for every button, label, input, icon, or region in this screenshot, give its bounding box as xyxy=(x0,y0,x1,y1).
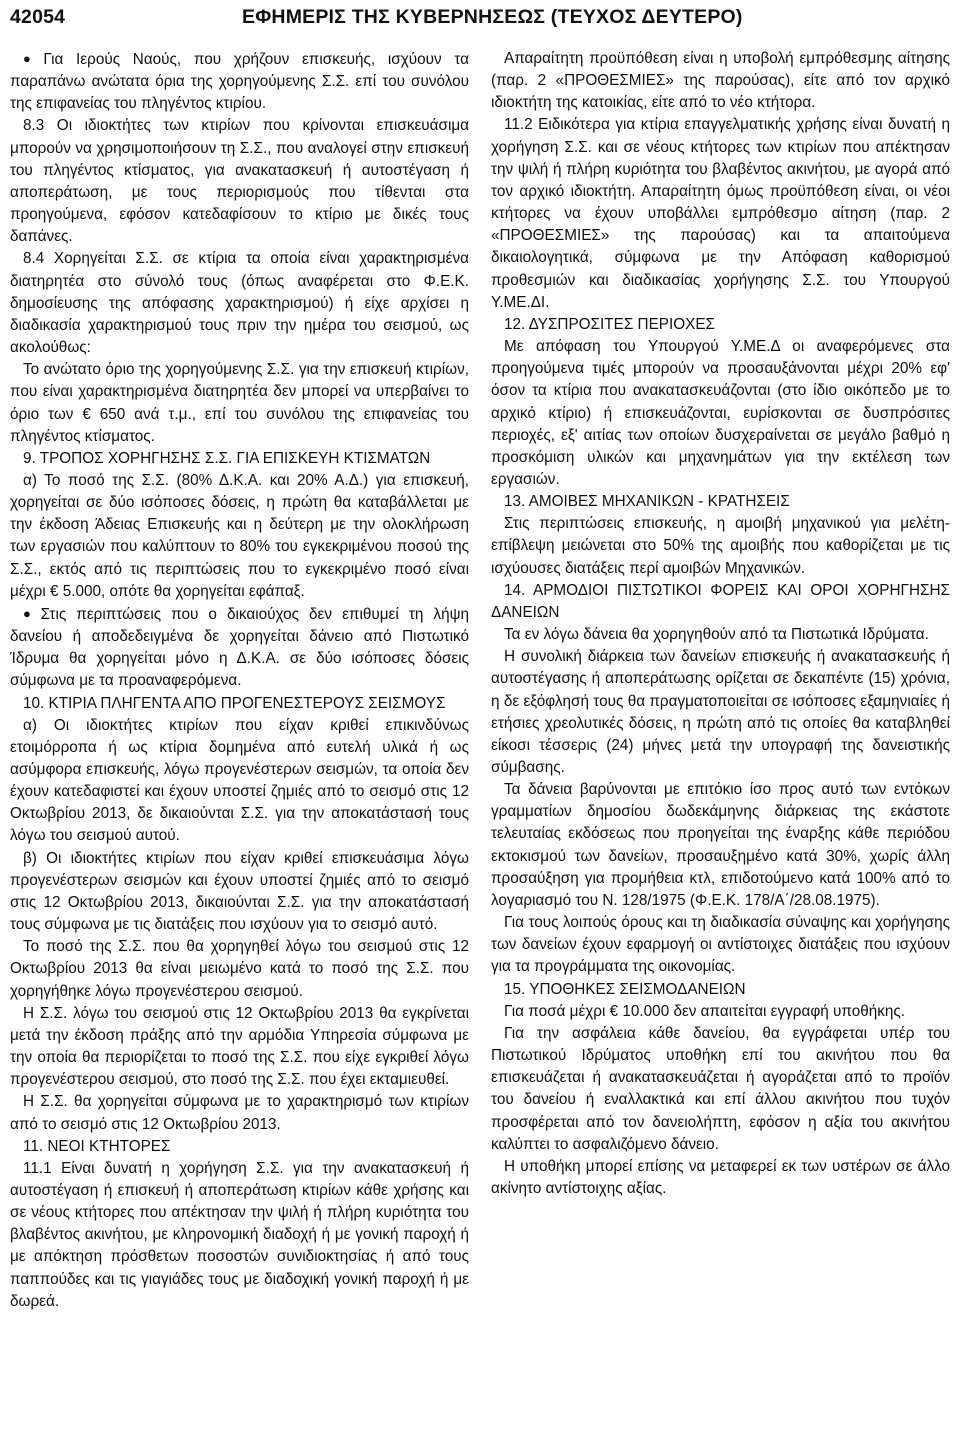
right-column-paragraph-text: Τα δάνεια βαρύνονται με επιτόκιο ίσο προς αυτό των εντόκων γραμματίων δημοσίου δωδεκάμηνης διάρκειας της εκάστοτε τελευταίας εκδόσεως που προηγείται της έναρξης κάθε περιόδου εκτοκισμού των δανείων, προσαυξημένο κατά 30%, χωρίς άλλη προσαύξηση για προμήθεια κτλ, επιδοτούμενο κατά 100% από το λογαριασμό του Ν. 128/1975 (Φ.Ε.Κ. 178/Α΄/28.08.1975). xyxy=(491,781,950,909)
left-column-paragraph xyxy=(10,1158,469,1313)
left-column-paragraph-text: Για Ιερούς Ναούς, που χρήζουν επισκευής, ισχύουν τα παραπάνω ανώτατα όρια της χορηγούμενης Σ.Σ. επί του συνόλου της επιφανείας του πληγέντος κτιρίου. xyxy=(10,51,470,113)
left-column-paragraph xyxy=(10,603,469,693)
left-column-paragraph-text: 11. ΝΕΟΙ ΚΤΗΤΟΡΕΣ xyxy=(23,1137,171,1155)
right-column-paragraph-text: Στις περιπτώσεις επισκευής, η αμοιβή μηχανικού για μελέτη-επίβλεψη μειώνεται στο 50% της αμοιβής που καθορίζεται με τις ισχύουσες διατάξεις περί αμοιβών Μηχανικών. xyxy=(491,515,950,577)
left-column-paragraph xyxy=(10,1136,469,1158)
right-column-paragraph xyxy=(491,1156,950,1200)
left-column-paragraph-text: β) Οι ιδιοκτήτες κτιρίων που είχαν κριθεί επισκευάσιμα λόγω προγενέστερων σεισμών και έχουν υποστεί ζημιές από το σεισμό στις 12 Οκτωβρίου 2013, δικαιούνται Σ.Σ. για την αποκατάστασή τους σύμφωνα με τις διατάξεις που ισχύουν για το σεισμό αυτό. xyxy=(10,849,469,934)
right-column-paragraph xyxy=(491,1001,950,1023)
right-column xyxy=(491,48,950,1313)
right-column-paragraph-text: 11.2 Ειδικότερα για κτίρια επαγγελματικής χρήσης είναι δυνατή η χορήγηση Σ.Σ. και σε νέους κτήτορες των κτιρίων που απέκτησαν την ψιλή ή πλήρη κυριότητα του βλαβέντος ακινήτου, με αγορά από τον αρχικό ιδιοκτήτη. Απαραίτητη όμως προϋπόθεση είναι, οι νέοι κτήτορες να έχουν υποβάλλει εμπρόθεσμο αίτηση (παρ. 2 «ΠΡΟΘΕΣΜΙΕΣ» της παρούσας) και τα απαιτούμενα δικαιολογητικά, σύμφωνα με την Απόφαση καθορισμού προθεσμιών και διαδικασίας χορήγησης Σ.Σ. του Υπουργού Υ.ΜΕ.ΔΙ. xyxy=(491,116,950,311)
right-column-paragraph xyxy=(491,1023,950,1156)
right-column-paragraph-text: Η υποθήκη μπορεί επίσης να μεταφερεί εκ των υστέρων σε άλλο ακίνητο αντίστοιχης αξίας. xyxy=(491,1157,950,1197)
right-column-paragraph-text: Για ποσά μέχρι € 10.000 δεν απαιτείται εγγραφή υποθήκης. xyxy=(504,1002,906,1020)
left-column-paragraph xyxy=(10,248,469,359)
right-column-paragraph-text: Για την ασφάλεια κάθε δανείου, θα εγγράφεται υπέρ του Πιστωτικού Ιδρύματος υποθήκη επί του ακινήτου που θα επισκευάζεται ή ανακατασκευάζεται ή αγοράζεται από το προϊόν του δανείου ή εναλλακτικά και επί άλλου ακινήτου που τυχόν προσφέρεται από τον δανειολήπτη, εφόσον η αξία του ακινήτου καλύπτει το ασφαλιζόμενο δάνειο. xyxy=(491,1024,950,1153)
page-header xyxy=(10,0,950,40)
left-column-paragraph-text: 10. ΚΤΙΡΙΑ ΠΛΗΓΕΝΤΑ ΑΠΟ ΠΡΟΓΕΝΕΣΤΕΡΟΥΣ ΣΕΙΣΜΟΥΣ xyxy=(23,694,446,712)
right-column-paragraph xyxy=(491,580,950,624)
left-column-paragraph-text: α) Το ποσό της Σ.Σ. (80% Δ.Κ.Α. και 20% Α.Δ.) για επισκευή, χορηγείται σε δύο ισόποσες δόσεις, η πρώτη θα καταβάλλεται με την έκδοση Άδειας Επισκευής και η δεύτερη με την ολοκλήρωση των εργασιών που καλύπτουν το 80% του εγκεκριμένου ποσού της Σ.Σ., εκτός από τις περιπτώσεις που το εγκεκριμένο ποσό είναι μέχρι € 5.000, οπότε θα χορηγείται εφάπαξ. xyxy=(10,471,469,600)
left-column-paragraph xyxy=(10,1003,469,1092)
left-column-paragraph-text: 9. ΤΡΟΠΟΣ ΧΟΡΗΓΗΣΗΣ Σ.Σ. ΓΙΑ ΕΠΙΣΚΕΥΗ ΚΤΙΣΜΑΤΩΝ xyxy=(23,449,431,467)
left-column-paragraph-text: Το ποσό της Σ.Σ. που θα χορηγηθεί λόγω του σεισμού στις 12 Οκτωβρίου 2013 θα είναι μειωμένο κατά το ποσό της Σ.Σ. που χορηγήθηκε λόγω προγενέστερου σεισμού. xyxy=(10,938,469,1000)
left-column-paragraph-text: 11.1 Είναι δυνατή η χορήγηση Σ.Σ. για την ανακατασκευή ή αυτοστέγαση ή επισκευή ή αποπεράτωση κτιρίων κάθε χρήσης και σε νέους κτήτορες που απέκτησαν την ψιλή ή πλήρη κυριότητα του βλαβέντος ακινήτου, με κληρονομική διαδοχή ή με γονική παροχή ή με απόκτηση πρόσθετων ποσοστών συνιδιοκτησίας ή από τους παππούδες και τις γιαγιάδες τους με διαδοχική γονική παροχή ή με δωρεά. xyxy=(10,1159,469,1310)
page-number: 42054 xyxy=(10,6,66,28)
right-column-paragraph-text: 14. ΑΡΜΟΔΙΟΙ ΠΙΣΤΩΤΙΚΟΙ ΦΟΡΕΙΣ ΚΑΙ ΟΡΟΙ ΧΟΡΗΓΗΣΗΣ ΔΑΝΕΙΩΝ xyxy=(491,581,950,621)
right-column-paragraph-text: 12. ΔΥΣΠΡΟΣΙΤΕΣ ΠΕΡΙΟΧΕΣ xyxy=(504,315,715,333)
right-column-paragraph-text: Με απόφαση του Υπουργού Υ.ΜΕ.Δ οι αναφερόμενες στα προηγούμενα τιμές μπορούν να προσαυξάνονται μέχρι 20% εφ' όσον τα κτίρια που ανακατασκευάζονται (στο ίδιο οικόπεδο με το αρχικό κτίριο) ή επισκευάζονται, ευρίσκονται σε δυσπρόσιτες περιοχές, εξ' αιτίας των οποίων δυσχεραίνεται σε μεγάλο βαθμό η προσκόμιση υλικών και μηχανημάτων για την εκτέλεση των εργασιών. xyxy=(491,338,950,488)
left-column-paragraph xyxy=(10,1091,469,1135)
right-column-paragraph xyxy=(491,491,950,513)
left-column-paragraph xyxy=(10,115,469,248)
left-column-paragraph-text: Η Σ.Σ. θα χορηγείται σύμφωνα με το χαρακτηρισμό των κτιρίων από το σεισμό στις 12 Οκτωβρίου 2013. xyxy=(10,1093,469,1133)
right-column-paragraph xyxy=(491,314,950,336)
left-column-paragraph xyxy=(10,715,469,848)
left-column-paragraph xyxy=(10,48,469,115)
left-column-paragraph xyxy=(10,693,469,715)
right-column-paragraph xyxy=(491,513,950,579)
right-column-paragraph xyxy=(491,114,950,313)
right-column-paragraph-text: 13. ΑΜΟΙΒΕΣ ΜΗΧΑΝΙΚΩΝ - ΚΡΑΤΗΣΕΙΣ xyxy=(504,493,790,511)
right-column-paragraph xyxy=(491,624,950,646)
left-column-paragraph-text: 8.3 Οι ιδιοκτήτες των κτιρίων που κρίνονται επισκευάσιμα μπορούν να χρησιμοποιήσουν τη Σ.Σ., που αναλογεί στην επισκευή του πληγέντος κτίσματος, για ανακατασκευή ή αυτοστέγαση ή αποπεράτωση, με τους περιορισμούς που τίθενται στα προηγούμενα, εφόσον κατεδαφίσουν το κτίριο με δικές τους δαπάνες. xyxy=(10,117,469,246)
left-column-paragraph-text: Το ανώτατο όριο της χορηγούμενης Σ.Σ. για την επισκευή κτιρίων, που είναι χαρακτηρισμένα διατηρητέα δεν μπορεί να υπερβαίνει το όριο των € 650 ανά τ.μ., επί του συνόλου της επιφανείας του πληγέντος κτίσματος. xyxy=(10,361,469,445)
left-column-paragraph-text: α) Οι ιδιοκτήτες κτιρίων που είχαν κριθεί επικινδύνως ετοιμόρροπα ή ως κτίρια δομημένα από ευτελή υλικά ή ως ασύμφορα επισκευής, λόγω προγενέστερων σεισμών, τα οποία δεν έχουν κατεδαφιστεί και έχουν υποστεί ζημιές από το σεισμό στις 12 Οκτωβρίου 2013, δε δικαιούνται Σ.Σ. για την αποκατάστασή τους λόγω του σεισμού αυτού. xyxy=(10,716,469,845)
left-column-paragraph xyxy=(10,359,469,448)
left-column xyxy=(10,48,469,1313)
right-column-paragraph xyxy=(491,979,950,1001)
right-column-paragraph xyxy=(491,336,950,491)
left-column-paragraph xyxy=(10,936,469,1002)
left-column-paragraph-text: 8.4 Χορηγείται Σ.Σ. σε κτίρια τα οποία είναι χαρακτηρισμένα διατηρητέα στο σύνολό τους (όπως αναφέρεται στο Φ.Ε.Κ. δημοσίευσης της απόφασης χαρακτηρισμού) ή είχε αρχίσει η διαδικασία χαρακτηρισμού τους πριν την ημέρα του σεισμού, ως ακολούθως: xyxy=(10,250,469,357)
right-column-paragraph xyxy=(491,646,950,779)
right-column-paragraph xyxy=(491,48,950,114)
right-column-paragraph-text: Η συνολική διάρκεια των δανείων επισκευής ή ανακατασκευής ή αυτοστέγασης ή αποπεράτωσης ορίζεται σε δεκαπέντε (15) χρόνια, η δε εξόφλησή τους θα πραγματοποιείται σε ισόποσες εξαμηνιαίες ή ετήσιες χρεολυτικές δόσεις, η πρώτη από τις οποίες θα καταβληθεί είκοσι τέσσερις (24) μήνες μετά την υπογραφή της δανειστικής σύμβασης. xyxy=(491,648,950,776)
left-column-paragraph xyxy=(10,848,469,937)
bullet-icon: ● xyxy=(23,51,40,66)
left-column-paragraph-text: Στις περιπτώσεις που ο δικαιούχος δεν επιθυμεί τη λήψη δανείου ή αποδεδειγμένα δε χορηγείται δάνειο από Πιστωτικό Ίδρυμα θα χορηγείται μόνο η Δ.Κ.Α. σε δύο ισόποσες δόσεις σύμφωνα με τα προαναφερόμενα. xyxy=(10,605,469,690)
right-column-paragraph-text: Για τους λοιπούς όρους και τη διαδικασία σύναψης και χορήγησης των δανείων έχουν εφαρμογή οι αντίστοιχες διατάξεις που ισχύουν για τα προγράμματα της οικονομίας. xyxy=(491,914,950,976)
text-columns xyxy=(10,48,950,1313)
left-column-paragraph-text: Η Σ.Σ. λόγω του σεισμού στις 12 Οκτωβρίου 2013 θα εγκρίνεται μετά την έκδοση πράξης από την αρμόδια Υπηρεσία σύμφωνα με την οποία θα περιορίζεται το ποσό της Σ.Σ. που είχε εγκριθεί λόγω προγενέστερου σεισμού, στο ποσό της Σ.Σ. που έχει εκταμιευθεί. xyxy=(10,1004,469,1089)
right-column-paragraph-text: Απαραίτητη προϋπόθεση είναι η υποβολή εμπρόθεσμης αίτησης (παρ. 2 «ΠΡΟΘΕΣΜΙΕΣ» της παρούσας), είτε από τον αρχικό ιδιοκτήτη της κατοικίας, είτε από το νέο κτήτορα. xyxy=(491,50,950,112)
left-column-paragraph xyxy=(10,448,469,470)
left-column-paragraph xyxy=(10,470,469,603)
right-column-paragraph-text: Τα εν λόγω δάνεια θα χορηγηθούν από τα Πιστωτικά Ιδρύματα. xyxy=(504,626,929,644)
bullet-icon: ● xyxy=(23,605,37,621)
right-column-paragraph-text: 15. ΥΠΟΘΗΚΕΣ ΣΕΙΣΜΟΔΑΝΕΙΩΝ xyxy=(504,980,746,998)
right-column-paragraph xyxy=(491,779,950,912)
running-title: ΕΦΗΜΕΡΙΣ ΤΗΣ ΚΥΒΕΡΝΗΣΕΩΣ (ΤΕΥΧΟΣ ΔΕΥΤΕΡΟ) xyxy=(242,6,743,28)
right-column-paragraph xyxy=(491,912,950,978)
